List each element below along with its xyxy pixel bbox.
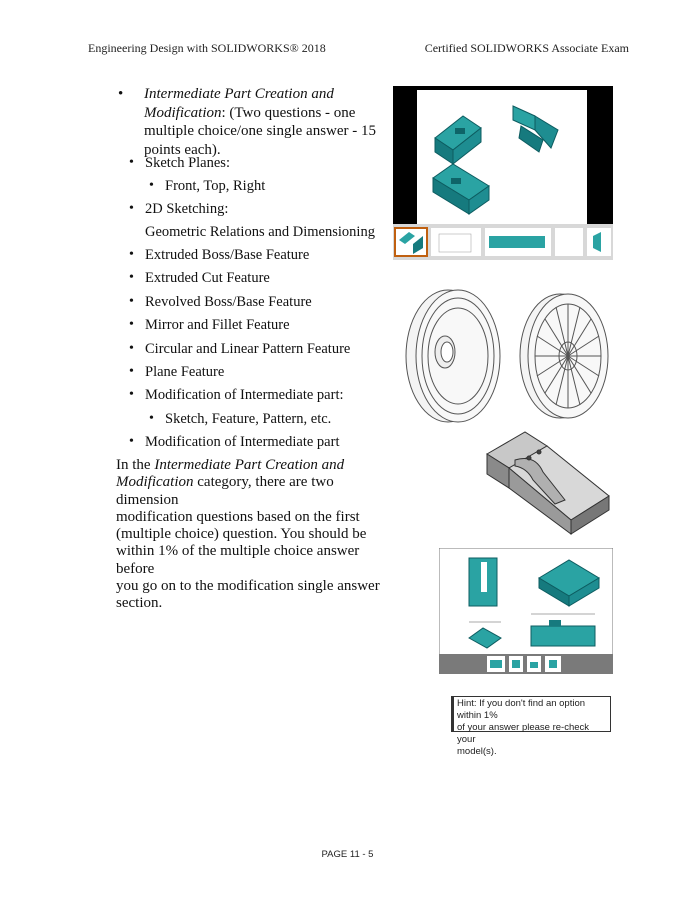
item-geo-relations: Geometric Relations and Dimensioning [145, 224, 375, 240]
drawing-thumb-strip [439, 654, 613, 674]
intro-line4: points each). [144, 141, 221, 158]
bullet-dot: • [129, 434, 134, 449]
bullet-dot: • [118, 86, 124, 102]
exam-screen-figure [393, 86, 613, 260]
bullet-dot: • [149, 178, 154, 193]
grey-part [487, 432, 609, 534]
para-l5: within 1% of the multiple choice answer before [116, 543, 360, 577]
item-extruded-cut: Extruded Cut Feature [145, 270, 270, 286]
para-l1-em: Intermediate Part Creation and [154, 457, 345, 473]
bullet-dot: • [129, 270, 134, 285]
para-l7: section. [116, 595, 163, 612]
para-l1-pre: In the [116, 457, 155, 473]
bullet-dot: • [129, 201, 134, 216]
bullet-dot: • [129, 294, 134, 309]
bullet-dot: • [129, 155, 134, 170]
para-l6: you go on to the modification single answer [116, 578, 380, 595]
thumbnail-4 [555, 228, 583, 256]
intro-title-2: Modification [144, 104, 222, 121]
hint-line-2: of your answer please re-check your [457, 722, 590, 745]
hint-box [451, 696, 611, 757]
intro-line3: multiple choice/one single answer - 15 [144, 123, 377, 139]
intro-title-1: Intermediate Part Creation and [144, 86, 334, 102]
para-l4: (multiple choice) question. You should be [116, 526, 367, 543]
category-paragraph [116, 457, 388, 613]
item-modification2: Modification of Intermediate part [145, 434, 340, 450]
item-revolved-boss: Revolved Boss/Base Feature [145, 294, 312, 310]
item-pattern: Circular and Linear Pattern Feature [145, 341, 351, 357]
item-plane-feature: Plane Feature [145, 364, 225, 380]
grey-part-figure [485, 424, 615, 536]
bullet-dot: • [129, 317, 134, 332]
solid-wheel [406, 290, 500, 422]
drawing-screen-figure [439, 548, 613, 674]
header-right: Certified SOLIDWORKS Associate Exam [424, 41, 629, 55]
bullet-dot: • [129, 364, 134, 379]
bullet-dot: • [149, 411, 154, 426]
item-planes: Front, Top, Right [165, 178, 266, 194]
spoked-wheel [520, 294, 608, 418]
hint-line-1: Hint: If you don't find an option within 1% [457, 698, 586, 721]
page-number: PAGE 11 - 5 [321, 849, 374, 860]
hint-line-3: model(s). [457, 746, 497, 757]
para-l3: modification questions based on the first [116, 508, 360, 525]
para-l2-rest: category, there are two dimension [116, 474, 334, 508]
item-modification-sub: Sketch, Feature, Pattern, etc. [165, 411, 332, 427]
item-2d-sketching: 2D Sketching: [145, 201, 229, 217]
para-l2-em: Modification [116, 474, 194, 491]
header-left: Engineering Design with SOLIDWORKS® 2018 [88, 41, 326, 55]
item-mirror-fillet: Mirror and Fillet Feature [145, 317, 290, 333]
wheels-figure [400, 284, 618, 430]
bullet-dot: • [129, 247, 134, 262]
bullet-dot: • [129, 341, 134, 356]
item-extruded-boss: Extruded Boss/Base Feature [145, 247, 310, 263]
bullet-dot: • [129, 387, 134, 402]
intro-line2-rest: : (Two questions - one [221, 104, 356, 121]
item-sketch-planes: Sketch Planes: [145, 155, 230, 171]
item-modification: Modification of Intermediate part: [145, 387, 344, 403]
